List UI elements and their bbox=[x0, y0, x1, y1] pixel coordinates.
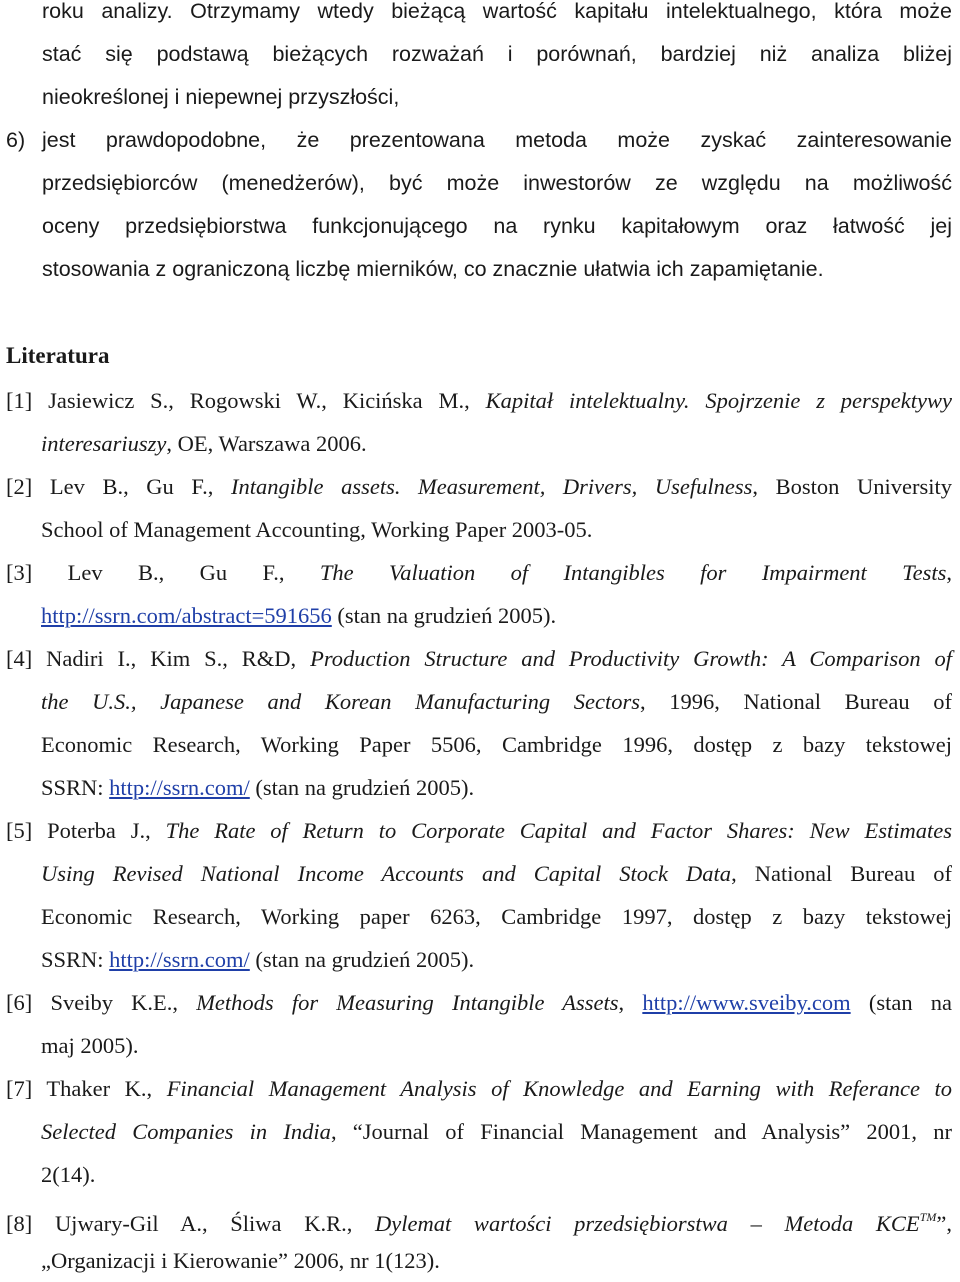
reference-authors: Lev B., Gu F., bbox=[49, 474, 231, 499]
reference-title: The Valuation of Intangibles for Impairment Tests bbox=[319, 560, 947, 585]
reference-number: [6] bbox=[6, 990, 33, 1015]
list-item-line: stosowania z ograniczoną liczbę mierników, co znacznie ułatwia ich zapamiętanie. bbox=[42, 257, 824, 281]
reference-title: The Rate of Return to Corporate Capital and Factor Shares: New Estimates bbox=[165, 818, 952, 843]
reference-title: Dylemat wartości przedsiębiorstwa – Metoda KCE bbox=[375, 1211, 920, 1236]
reference-line: 2(14). bbox=[41, 1162, 96, 1187]
reference-details: , National Bureau of bbox=[731, 861, 952, 886]
reference-number: [5] bbox=[6, 818, 33, 843]
reference-line: School of Management Accounting, Working Paper 2003-05. bbox=[41, 517, 593, 542]
reference-list bbox=[6, 379, 952, 1282]
reference-title: Financial Management Analysis of Knowledge and Earning with Referance to bbox=[166, 1076, 953, 1101]
reference-details: , Boston University bbox=[752, 474, 952, 499]
reference-line: Economic Research, Working paper 6263, Cambridge 1997, dostęp z bazy tekstowej bbox=[41, 904, 952, 929]
reference-number: [2] bbox=[6, 474, 33, 499]
intro-line: nieokreślonej i niepewnej przyszłości, bbox=[42, 85, 400, 109]
reference-number: [7] bbox=[6, 1076, 33, 1101]
trademark-superscript: TM bbox=[919, 1210, 937, 1224]
reference-line bbox=[6, 1067, 952, 1110]
reference-title: Methods for Measuring Intangible Assets bbox=[196, 990, 619, 1015]
reference-line bbox=[6, 594, 952, 637]
reference-line bbox=[6, 551, 952, 594]
reference-line bbox=[6, 938, 952, 981]
list-item-line: jest prawdopodobne, że prezentowana metoda może zyskać zainteresowanie bbox=[42, 128, 952, 152]
reference-title: Production Structure and Productivity Growth: A Comparison of bbox=[310, 646, 953, 671]
reference-authors: Lev B., Gu F., bbox=[67, 560, 320, 585]
reference-details: , bbox=[946, 560, 953, 585]
reference-title: interesariuszy bbox=[41, 431, 167, 456]
reference-details: , 1996, National Bureau of bbox=[640, 689, 952, 714]
reference-details: (stan na grudzień 2005). bbox=[249, 947, 475, 972]
reference-details: SSRN: bbox=[41, 947, 110, 972]
reference-number: [1] bbox=[6, 388, 33, 413]
reference-authors: Jasiewicz S., Rogowski W., Kicińska M., bbox=[48, 388, 486, 413]
reference-details: (stan na grudzień 2005). bbox=[249, 775, 475, 800]
reference-item bbox=[6, 637, 952, 809]
reference-number: [4] bbox=[6, 646, 33, 671]
reference-number: [8] bbox=[6, 1211, 33, 1236]
reference-details: , OE, Warszawa 2006. bbox=[166, 431, 367, 456]
reference-link[interactable]: http://ssrn.com/ bbox=[109, 775, 250, 800]
reference-number: [3] bbox=[6, 560, 33, 585]
reference-line bbox=[6, 465, 952, 508]
reference-authors: Thaker K., bbox=[46, 1076, 167, 1101]
reference-line bbox=[6, 422, 952, 465]
reference-title: Kapitał intelektualny. Spojrzenie z perspektywy bbox=[485, 388, 953, 413]
intro-line: stać się podstawą bieżących rozważań i porównań, bardziej niż analiza bliżej bbox=[42, 42, 952, 66]
reference-line: „Organizacji i Kierowanie” 2006, nr 1(123). bbox=[41, 1248, 440, 1273]
reference-line: maj 2005). bbox=[41, 1033, 139, 1058]
reference-line bbox=[6, 766, 952, 809]
reference-authors: Poterba J., bbox=[47, 818, 166, 843]
reference-title: the U.S., Japanese and Korean Manufacturing Sectors bbox=[41, 689, 641, 714]
reference-line bbox=[6, 981, 952, 1024]
reference-authors: Nadiri I., Kim S., R&D, bbox=[46, 646, 311, 671]
reference-item bbox=[6, 379, 952, 465]
reference-line bbox=[6, 379, 952, 422]
reference-details: , “Journal of Financial Management and Analysis” 2001, nr bbox=[330, 1119, 953, 1144]
reference-line: Economic Research, Working Paper 5506, Cambridge 1996, dostęp z bazy tekstowej bbox=[41, 732, 952, 757]
reference-title: Selected Companies in India bbox=[41, 1119, 331, 1144]
reference-link[interactable]: http://www.sveiby.com bbox=[642, 990, 851, 1015]
reference-item bbox=[6, 1196, 952, 1282]
reference-details: , bbox=[618, 990, 643, 1015]
reference-line bbox=[6, 1110, 952, 1153]
reference-details: ”, bbox=[936, 1211, 952, 1236]
reference-line bbox=[6, 809, 952, 852]
reference-details: (stan na bbox=[850, 990, 952, 1015]
list-item-line: oceny przedsiębiorstwa funkcjonującego na rynku kapitałowym oraz łatwość jej bbox=[42, 214, 952, 238]
list-item-line: przedsiębiorców (menedżerów), być może inwestorów ze względu na możliwość bbox=[42, 171, 952, 195]
reference-item bbox=[6, 551, 952, 637]
reference-title: Intangible assets. Measurement, Drivers, Usefulness bbox=[230, 474, 753, 499]
reference-details: SSRN: bbox=[41, 775, 110, 800]
reference-line bbox=[6, 637, 952, 680]
reference-details: (stan na grudzień 2005). bbox=[331, 603, 557, 628]
reference-item bbox=[6, 809, 952, 981]
section-heading: Literatura bbox=[6, 343, 110, 368]
reference-link[interactable]: http://ssrn.com/ bbox=[109, 947, 250, 972]
list-item-6 bbox=[42, 119, 952, 291]
reference-line bbox=[6, 1196, 952, 1239]
reference-link[interactable]: http://ssrn.com/abstract=591656 bbox=[41, 603, 332, 628]
intro-paragraph bbox=[42, 0, 952, 119]
reference-item bbox=[6, 981, 952, 1067]
intro-line: roku analizy. Otrzymamy wtedy bieżącą wartość kapitału intelektualnego, która może bbox=[42, 0, 952, 23]
reference-line bbox=[6, 852, 952, 895]
reference-authors: Ujwary-Gil A., Śliwa K.R., bbox=[54, 1211, 376, 1236]
list-item-number: 6) bbox=[6, 128, 26, 152]
reference-title: Using Revised National Income Accounts and Capital Stock Data bbox=[41, 861, 732, 886]
reference-item bbox=[6, 1067, 952, 1196]
reference-authors: Sveiby K.E., bbox=[50, 990, 197, 1015]
reference-line bbox=[6, 680, 952, 723]
reference-item bbox=[6, 465, 952, 551]
